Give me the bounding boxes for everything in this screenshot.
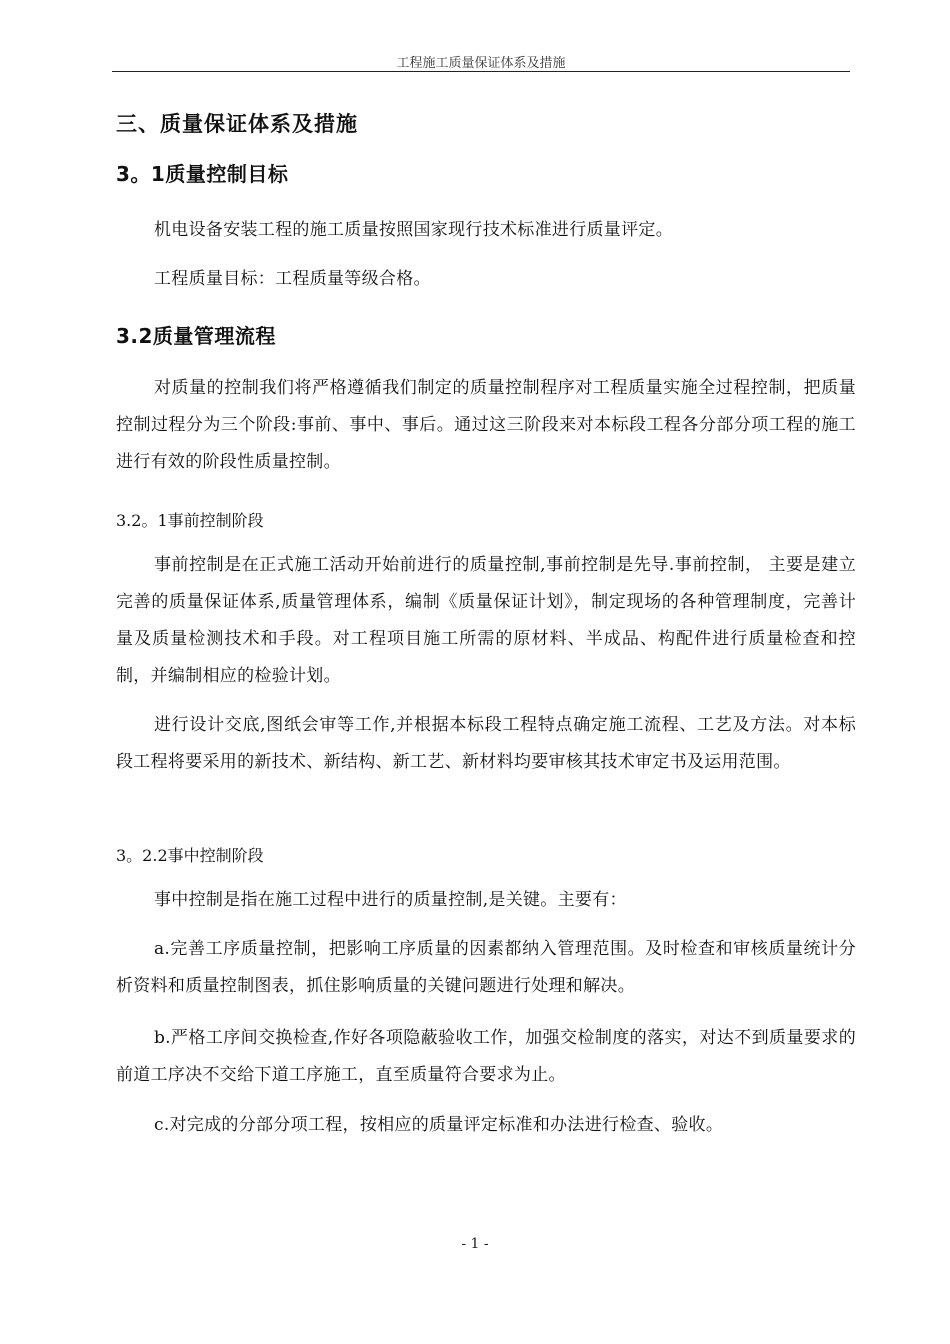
list-item-c: c.对完成的分部分项工程，按相应的质量评定标准和办法进行检查、验收。 <box>154 1115 724 1135</box>
paragraph: 对质量的控制我们将严格遵循我们制定的质量控制程序对工程质量实施全过程控制，把质量控制过程分为三个阶段:事前、事中、事后。通过这三阶段来对本标段工程各分部分项工程的施工进行有效的阶段性质量控制。 <box>116 378 856 472</box>
header-divider <box>112 71 850 72</box>
page-header: 工程施工质量保证体系及措施 <box>396 56 566 71</box>
paragraph: 进行设计交底,图纸会审等工作,并根据本标段工程特点确定施工流程、工艺及方法。对本标段工程将要采用的新技术、新结构、新工艺、新材料均要审核其技术审定书及运用范围。 <box>116 715 856 772</box>
paragraph: 事前控制是在正式施工活动开始前进行的质量控制,事前控制是先导.事前控制， 主要是建立完善的质量保证体系,质量管理体系，编制《质量保证计划》，制定现场的各种管理制度，完善计量及质量检测技术和手段。对工程项目施工所需的原材料、半成品、构配件进行质量检查和控制，并编制相应的检验计划。 <box>116 555 856 686</box>
subsection-title-3-1: 3。1质量控制目标 <box>116 162 289 186</box>
paragraph: 事中控制是指在施工过程中进行的质量控制,是关键。主要有： <box>154 890 627 910</box>
list-item-a: a.完善工序质量控制，把影响工序质量的因素都纳入管理范围。及时检查和审核质量统计分析资料和质量控制图表，抓住影响质量的关键问题进行处理和解决。 <box>116 939 856 996</box>
section-title: 三、质量保证体系及措施 <box>116 112 358 136</box>
subsubsection-title-3-2-2: 3。2.2事中控制阶段 <box>116 846 264 865</box>
list-item-b: b.严格工序间交换检查,作好各项隐蔽验收工作，加强交检制度的落实，对达不到质量要求的前道工序决不交给下道工序施工，直至质量符合要求为止。 <box>116 1028 856 1085</box>
paragraph: 工程质量目标：工程质量等级合格。 <box>154 269 431 289</box>
page-number: - 1 - <box>461 1236 489 1252</box>
subsection-title-3-2: 3.2质量管理流程 <box>116 324 276 348</box>
subsubsection-title-3-2-1: 3.2。1事前控制阶段 <box>116 511 264 530</box>
paragraph: 机电设备安装工程的施工质量按照国家现行技术标准进行质量评定。 <box>154 220 673 240</box>
